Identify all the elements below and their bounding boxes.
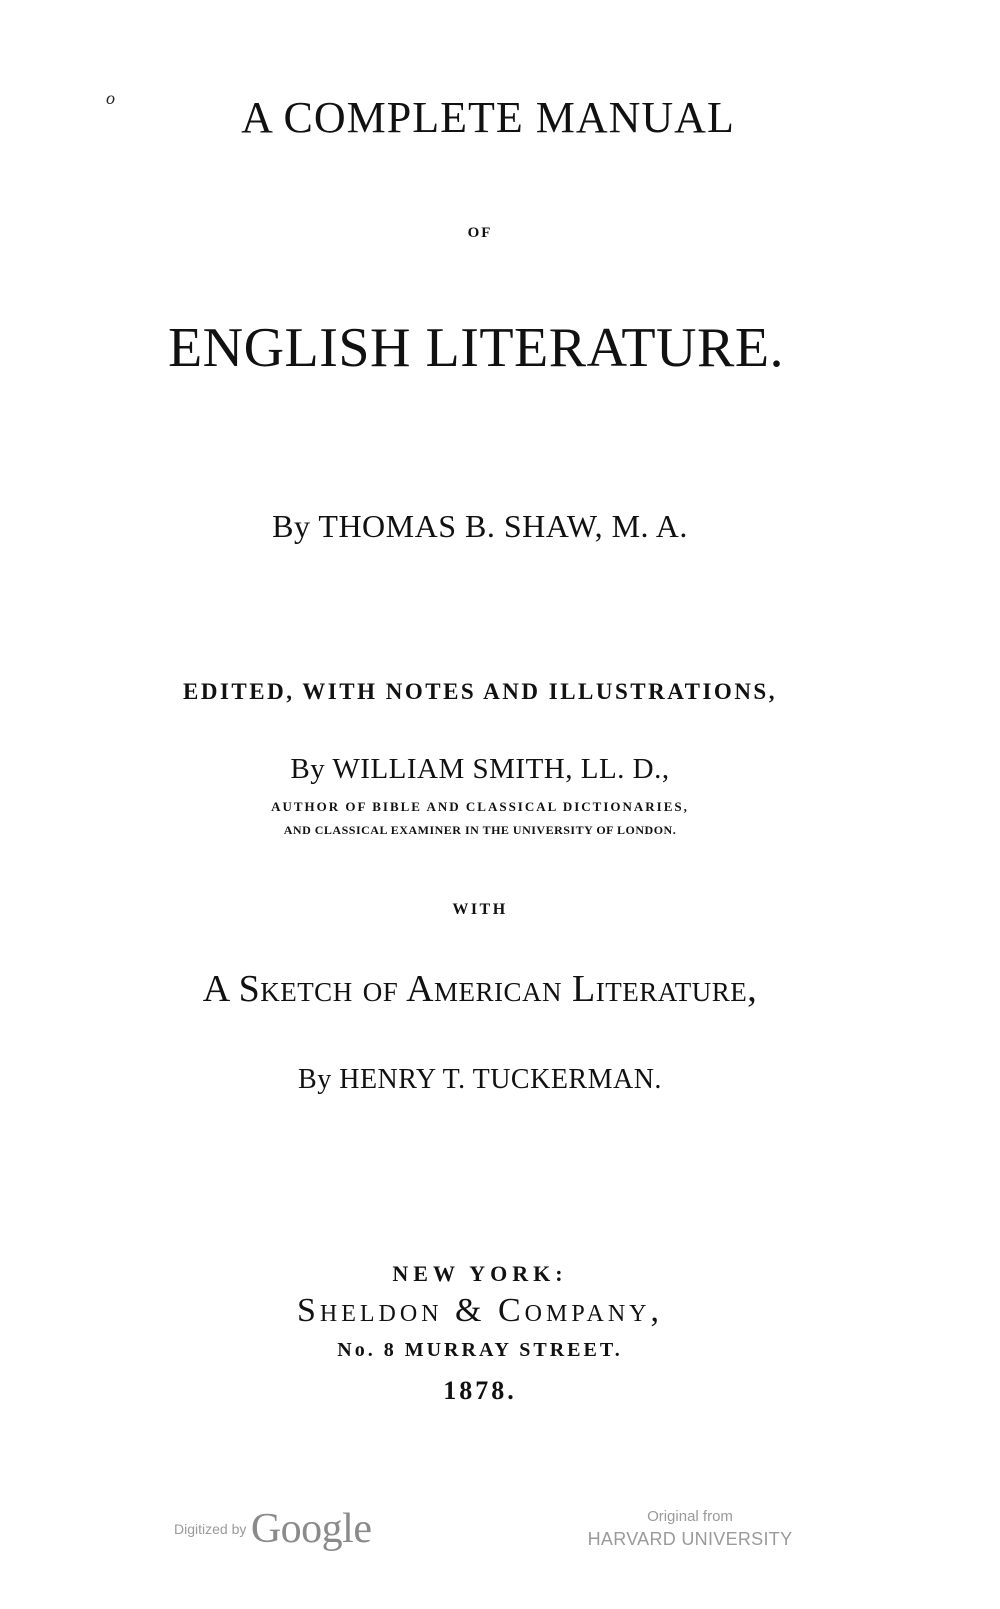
- margin-mark: o: [106, 88, 115, 108]
- imprint-address: No. 8 MURRAY STREET.: [337, 1339, 623, 1361]
- editor-credit-2: AND CLASSICAL EXAMINER IN THE UNIVERSITY OF LONDON.: [283, 823, 677, 837]
- original-from-watermark: [585, 1508, 795, 1550]
- institution-label: HARVARD UNIVERSITY: [587, 1529, 793, 1549]
- with-line: WITH: [452, 901, 508, 918]
- sketch-author: By HENRY T. TUCKERMAN.: [298, 1064, 662, 1095]
- digitized-by-label: Digitized by: [174, 1521, 247, 1537]
- title-line-2: ENGLISH LITERATURE.: [167, 317, 785, 379]
- imprint-year: 1878.: [443, 1376, 517, 1405]
- edited-line: EDITED, WITH NOTES AND ILLUSTRATIONS,: [183, 679, 777, 704]
- imprint-city: NEW YORK:: [392, 1261, 568, 1286]
- original-from-label: Original from: [647, 1508, 733, 1525]
- imprint-publisher: Sheldon & Company,: [297, 1292, 663, 1329]
- digitized-by-watermark: [174, 1505, 371, 1553]
- sketch-title: A Sketch of American Literature,: [202, 968, 758, 1010]
- editor-line: By WILLIAM SMITH, LL. D.,: [290, 753, 670, 785]
- title-line-1: A COMPLETE MANUAL: [241, 93, 735, 142]
- google-logo: Google: [250, 1506, 372, 1552]
- editor-credit-1: AUTHOR OF BIBLE AND CLASSICAL DICTIONARIES,: [271, 799, 689, 814]
- author-line: By THOMAS B. SHAW, M. A.: [272, 508, 688, 544]
- title-of: OF: [467, 225, 493, 241]
